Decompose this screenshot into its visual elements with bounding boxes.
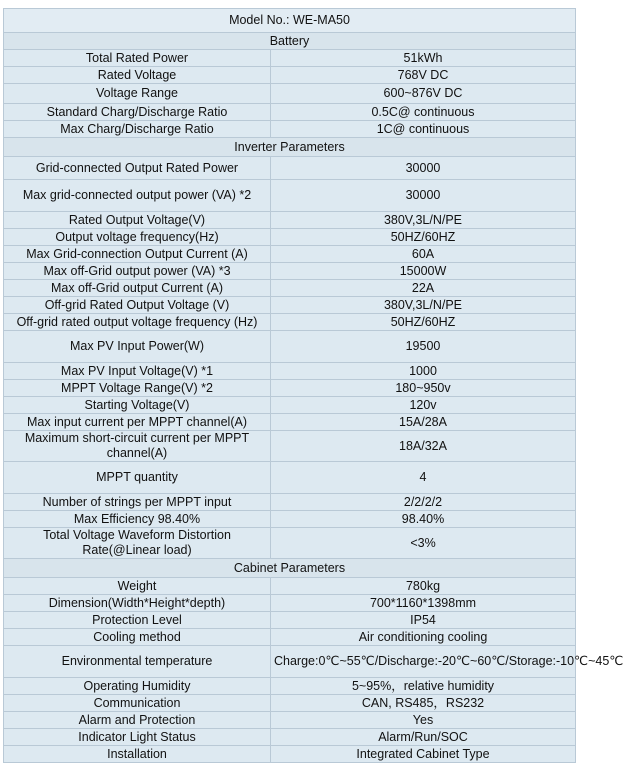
parameter-label: Indicator Light Status	[4, 729, 271, 746]
parameter-value: 380V,3L/N/PE	[271, 297, 576, 314]
parameter-value: 50HZ/60HZ	[271, 229, 576, 246]
table-row	[4, 280, 576, 297]
parameter-label: Off-grid rated output voltage frequency (Hz)	[4, 314, 271, 331]
table-row	[4, 729, 576, 746]
table-row	[4, 431, 576, 462]
parameter-label: Max off-Grid output power (VA) *3	[4, 263, 271, 280]
parameter-label: Off-grid Rated Output Voltage (V)	[4, 297, 271, 314]
table-row	[4, 746, 576, 763]
parameter-value: 768V DC	[271, 67, 576, 84]
parameter-value: 15A/28A	[271, 414, 576, 431]
table-row	[4, 121, 576, 138]
parameter-label: Max PV Input Voltage(V) *1	[4, 363, 271, 380]
table-row	[4, 263, 576, 280]
table-row	[4, 180, 576, 212]
parameter-label: Operating Humidity	[4, 678, 271, 695]
table-row	[4, 380, 576, 397]
parameter-value: 22A	[271, 280, 576, 297]
section-title: Cabinet Parameters	[4, 559, 576, 578]
parameter-value: Yes	[271, 712, 576, 729]
table-row	[4, 494, 576, 511]
parameter-value: 1000	[271, 363, 576, 380]
section-row	[4, 559, 576, 578]
parameter-value: Alarm/Run/SOC	[271, 729, 576, 746]
section-row	[4, 33, 576, 50]
parameter-label: Grid-connected Output Rated Power	[4, 157, 271, 180]
parameter-value: 50HZ/60HZ	[271, 314, 576, 331]
table-row	[4, 595, 576, 612]
parameter-label: Max Efficiency 98.40%	[4, 511, 271, 528]
parameter-label: Weight	[4, 578, 271, 595]
model-number: Model No.: WE-MA50	[4, 9, 576, 33]
table-row	[4, 511, 576, 528]
parameter-label: Voltage Range	[4, 84, 271, 104]
table-row	[4, 414, 576, 431]
parameter-label: Environmental temperature	[4, 646, 271, 678]
parameter-label: Max PV Input Power(W)	[4, 331, 271, 363]
table-row	[4, 646, 576, 678]
table-row	[4, 363, 576, 380]
parameter-value: <3%	[271, 528, 576, 559]
table-row	[4, 67, 576, 84]
section-title: Inverter Parameters	[4, 138, 576, 157]
parameter-label: Alarm and Protection	[4, 712, 271, 729]
parameter-label: Max Grid-connection Output Current (A)	[4, 246, 271, 263]
table-row	[4, 578, 576, 595]
parameter-value: 120v	[271, 397, 576, 414]
parameter-value: IP54	[271, 612, 576, 629]
parameter-value: 2/2/2/2	[271, 494, 576, 511]
table-row	[4, 612, 576, 629]
parameter-value: 19500	[271, 331, 576, 363]
parameter-value: 700*1160*1398mm	[271, 595, 576, 612]
parameter-value: 15000W	[271, 263, 576, 280]
parameter-label: Standard Charg/Discharge Ratio	[4, 104, 271, 121]
spec-table-body	[4, 9, 623, 763]
table-row	[4, 678, 576, 695]
table-row	[4, 695, 576, 712]
section-row	[4, 138, 576, 157]
table-row	[4, 212, 576, 229]
section-title: Battery	[4, 33, 576, 50]
parameter-label: MPPT quantity	[4, 462, 271, 494]
parameter-label: Communication	[4, 695, 271, 712]
parameter-label: Protection Level	[4, 612, 271, 629]
parameter-value: 180~950v	[271, 380, 576, 397]
table-row	[4, 84, 576, 104]
parameter-label: Starting Voltage(V)	[4, 397, 271, 414]
parameter-label: Total Rated Power	[4, 50, 271, 67]
table-row	[4, 629, 576, 646]
table-row	[4, 528, 576, 559]
parameter-label: Output voltage frequency(Hz)	[4, 229, 271, 246]
parameter-value: 380V,3L/N/PE	[271, 212, 576, 229]
parameter-label: Rated Voltage	[4, 67, 271, 84]
table-row	[4, 229, 576, 246]
parameter-label: Max grid-connected output power (VA) *2	[4, 180, 271, 212]
table-row	[4, 331, 576, 363]
parameter-value: Air conditioning cooling	[271, 629, 576, 646]
parameter-value: 5~95%，relative humidity	[271, 678, 576, 695]
parameter-value: Charge:0℃~55℃/Discharge:-20℃~60℃/Storage:-10℃~45℃	[271, 646, 576, 678]
table-row	[4, 712, 576, 729]
parameter-value: 18A/32A	[271, 431, 576, 462]
table-row	[4, 246, 576, 263]
parameter-value: 98.40%	[271, 511, 576, 528]
spec-table	[3, 8, 623, 763]
parameter-label: Max input current per MPPT channel(A)	[4, 414, 271, 431]
parameter-label: Dimension(Width*Height*depth)	[4, 595, 271, 612]
parameter-value: 4	[271, 462, 576, 494]
parameter-value: Integrated Cabinet Type	[271, 746, 576, 763]
parameter-label: Number of strings per MPPT input	[4, 494, 271, 511]
table-row	[4, 50, 576, 67]
parameter-value: 51kWh	[271, 50, 576, 67]
parameter-label: Cooling method	[4, 629, 271, 646]
table-row	[4, 104, 576, 121]
parameter-label: Maximum short-circuit current per MPPT channel(A)	[4, 431, 271, 462]
parameter-value: 30000	[271, 157, 576, 180]
parameter-label: Rated Output Voltage(V)	[4, 212, 271, 229]
parameter-value: CAN, RS485，RS232	[271, 695, 576, 712]
table-row	[4, 157, 576, 180]
parameter-value: 780kg	[271, 578, 576, 595]
table-row	[4, 297, 576, 314]
parameter-label: Max Charg/Discharge Ratio	[4, 121, 271, 138]
model-row	[4, 9, 576, 33]
parameter-value: 0.5C@ continuous	[271, 104, 576, 121]
parameter-value: 60A	[271, 246, 576, 263]
parameter-label: Max off-Grid output Current (A)	[4, 280, 271, 297]
table-row	[4, 397, 576, 414]
parameter-value: 1C@ continuous	[271, 121, 576, 138]
table-row	[4, 314, 576, 331]
parameter-value: 30000	[271, 180, 576, 212]
parameter-label: Installation	[4, 746, 271, 763]
spec-sheet	[3, 8, 623, 763]
table-row	[4, 462, 576, 494]
parameter-label: MPPT Voltage Range(V) *2	[4, 380, 271, 397]
parameter-value: 600~876V DC	[271, 84, 576, 104]
parameter-label: Total Voltage Waveform Distortion Rate(@Linear load)	[4, 528, 271, 559]
